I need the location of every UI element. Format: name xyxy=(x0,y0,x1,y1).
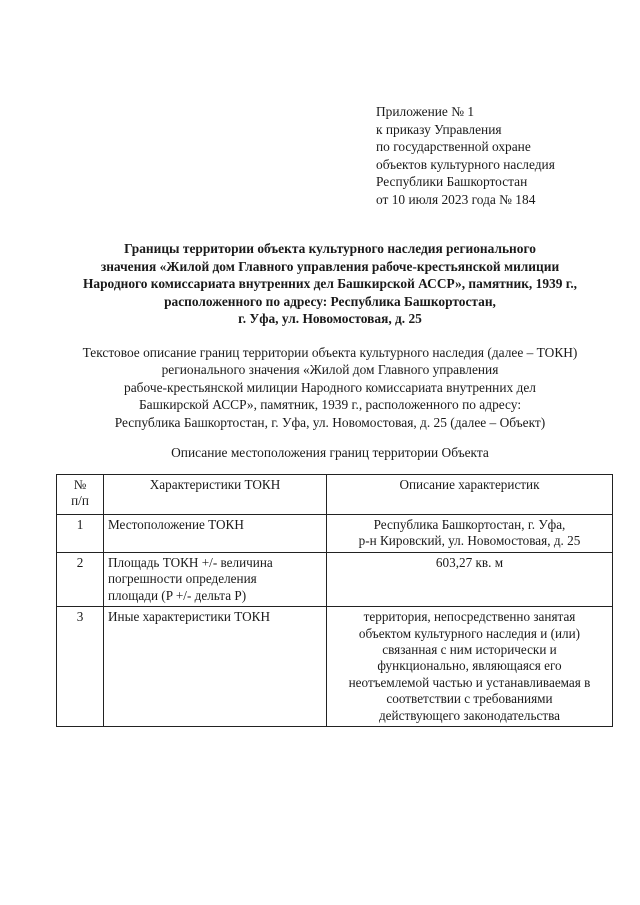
table-row xyxy=(57,553,613,607)
cell-line: неотъемлемой частью и устанавливаемая в xyxy=(348,674,591,690)
table-heading: Описание местоположения границ территории Объекта xyxy=(171,445,489,460)
title-line: Границы территории объекта культурного наследия регионального xyxy=(124,241,536,256)
appendix-line: Приложение № 1 xyxy=(376,104,475,119)
cell-line: р-н Кировский, ул. Новомостовая, д. 25 xyxy=(358,533,581,549)
title-line: значения «Жилой дом Главного управления рабоче-крестьянской милиции xyxy=(100,258,560,274)
appendix-line: по государственной охране xyxy=(376,139,531,155)
row-number: 3 xyxy=(57,607,104,727)
document-title xyxy=(40,240,620,328)
cell-line: соответствии с требованиями xyxy=(386,691,553,707)
row-characteristic xyxy=(104,607,327,727)
row-description xyxy=(327,607,613,727)
cell-line: территория, непосредственно занятая xyxy=(363,609,576,625)
appendix-line: от 10 июля 2023 года № 184 xyxy=(376,191,536,207)
characteristics-table xyxy=(56,474,613,727)
description-line: Башкирской АССР», памятник, 1939 г., расположенного по адресу: xyxy=(138,397,522,413)
row-description xyxy=(327,515,613,553)
text-description xyxy=(40,344,620,431)
cell-line: площади (P +/- дельта P) xyxy=(108,587,247,603)
cell-line: Иные характеристики ТОКН xyxy=(108,609,270,625)
appendix-block xyxy=(376,103,555,209)
cell-line: действующего законодательства xyxy=(378,707,561,723)
header-description: Описание характеристик xyxy=(327,475,613,515)
description-line: рабоче-крестьянской милиции Народного комиссариата внутренних дел xyxy=(124,379,536,395)
cell-line: функционально, являющаяся его xyxy=(377,658,562,674)
title-line: Народного комиссариата внутренних дел Башкирской АССР», памятник, 1939 г., xyxy=(82,276,578,292)
cell-line: Местоположение ТОКН xyxy=(108,517,244,532)
appendix-line: Республики Башкортостан xyxy=(376,174,528,190)
description-line: Республика Башкортостан, г. Уфа, ул. Новомостовая, д. 25 (далее – Объект) xyxy=(114,414,546,430)
header-number xyxy=(57,475,104,515)
row-number: 2 xyxy=(57,553,104,607)
cell-line: связанная с ним исторически и xyxy=(382,642,557,658)
header-characteristics: Характеристики ТОКН xyxy=(104,475,327,515)
row-characteristic xyxy=(104,553,327,607)
row-number: 1 xyxy=(57,515,104,553)
row-description xyxy=(327,553,613,607)
table-row xyxy=(57,515,613,553)
cell-line: Республика Башкортостан, г. Уфа, xyxy=(373,517,566,532)
row-characteristic xyxy=(104,515,327,553)
header-number-line: п/п xyxy=(71,493,89,509)
appendix-line: объектов культурного наследия xyxy=(376,156,555,172)
table-row xyxy=(57,607,613,727)
cell-line: Площадь ТОКН +/- величина xyxy=(108,555,273,570)
table-header-row xyxy=(57,475,613,515)
description-line: регионального значения «Жилой дом Главного управления xyxy=(161,362,499,378)
description-line: Текстовое описание границ территории объекта культурного наследия (далее – ТОКН) xyxy=(82,345,578,360)
title-line: г. Уфа, ул. Новомостовая, д. 25 xyxy=(238,311,422,327)
cell-line: погрешности определения xyxy=(108,571,257,587)
appendix-line: к приказу Управления xyxy=(376,121,502,137)
cell-line: объектом культурного наследия и (или) xyxy=(358,625,581,641)
header-number-line: № xyxy=(73,477,87,492)
title-line: расположенного по адресу: Республика Башкортостан, xyxy=(164,293,496,309)
cell-line: 603,27 кв. м xyxy=(435,555,504,570)
